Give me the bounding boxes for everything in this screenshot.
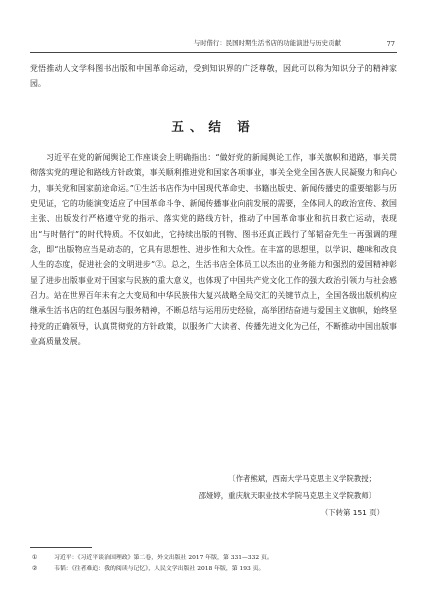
paragraph-2: 习近平在党的新闻舆论工作座谈会上明确指出：“做好党的新闻舆论工作，事关旗帜和道路，事关贯彻落实党的理论和路线方针政策，事关顺利推进党和国家各项事业，事关全党全国各族人民凝聚力和向心力，事关党和国家前途命运。”①生活书店作为中国现代革命史、书籍出版史、新闻传播史的重要缩影与历史见证，它的功能演变适应了中国革命斗争、新闻传播事业向前发展的需要，全体同人的政治宣传、救国主张、出版发行严格遵守党的指示、落实党的路线方针，推动了中国革命事业和抗日救亡运动，表现出“与时偕行”的时代特质。不仅如此，它持续出版的刊物、图书还真正践行了邹韬奋先生一再强调的理念，即“出版物应当是动态的，它具有思想性、进步性和大众性。在丰富的思想里，以学识、趣味和改良人生的态度，促进社会的文明进步”②。总之，生活书店全体员工以杰出的业务能力和强烈的爱国精神彰显了进步出版事业对于国家与民族的重大意义，也体现了中国共产党文化工作的强大政治引领力与社会感召力。站在世界百年未有之大变局和中华民族伟大复兴战略全局交汇的关键节点上，全国各级出版机构应继承生活书店的红色基因与服务精神，不断总结与运用历史经验，高举团结奋进与爱国主义旗帜，始终坚持党的正确领导，认真贯彻党的方针政策，以服务广大读者、传播先进文化为己任，不断推动中国出版事业高质量发展。 <box>30 153 397 347</box>
author-line-1: 〔作者熊斌，西南大学马克思主义学院教授； <box>228 474 376 483</box>
footnote-item <box>30 564 397 575</box>
footnote-divider <box>30 547 92 548</box>
footnote-text: 习近平：《习近平谈治国理政》第二卷，外文出版社 2017 年版，第 331—332 页。 <box>54 555 273 561</box>
footnote-text: 韦韬：《往者难追：我的阅读与记忆》，人民文学出版社 2018 年版，第 193 页。 <box>54 566 265 572</box>
section-heading: 五、结 语 <box>171 119 256 134</box>
footnote-mark: ① <box>32 555 38 561</box>
footnotes <box>30 553 397 575</box>
author-signature <box>198 470 384 521</box>
footnote-item <box>30 553 397 564</box>
page-number: 77 <box>386 40 395 48</box>
running-header <box>30 38 397 53</box>
author-line-2: 邵娅婷，重庆航天职业技术学院马克思主义学院教师〕 <box>198 491 376 500</box>
continued-note: （下转第 151 页） <box>320 508 384 517</box>
footnote-mark: ② <box>32 566 38 572</box>
paragraph-1: 党悟推动人文学科图书出版和中国革命运动，受到知识界的广泛尊敬，因此可以称为知识分子的精神家园。 <box>30 64 397 89</box>
running-title: 与时偕行：民国时期生活书店的功能演进与历史贡献 <box>193 40 341 47</box>
